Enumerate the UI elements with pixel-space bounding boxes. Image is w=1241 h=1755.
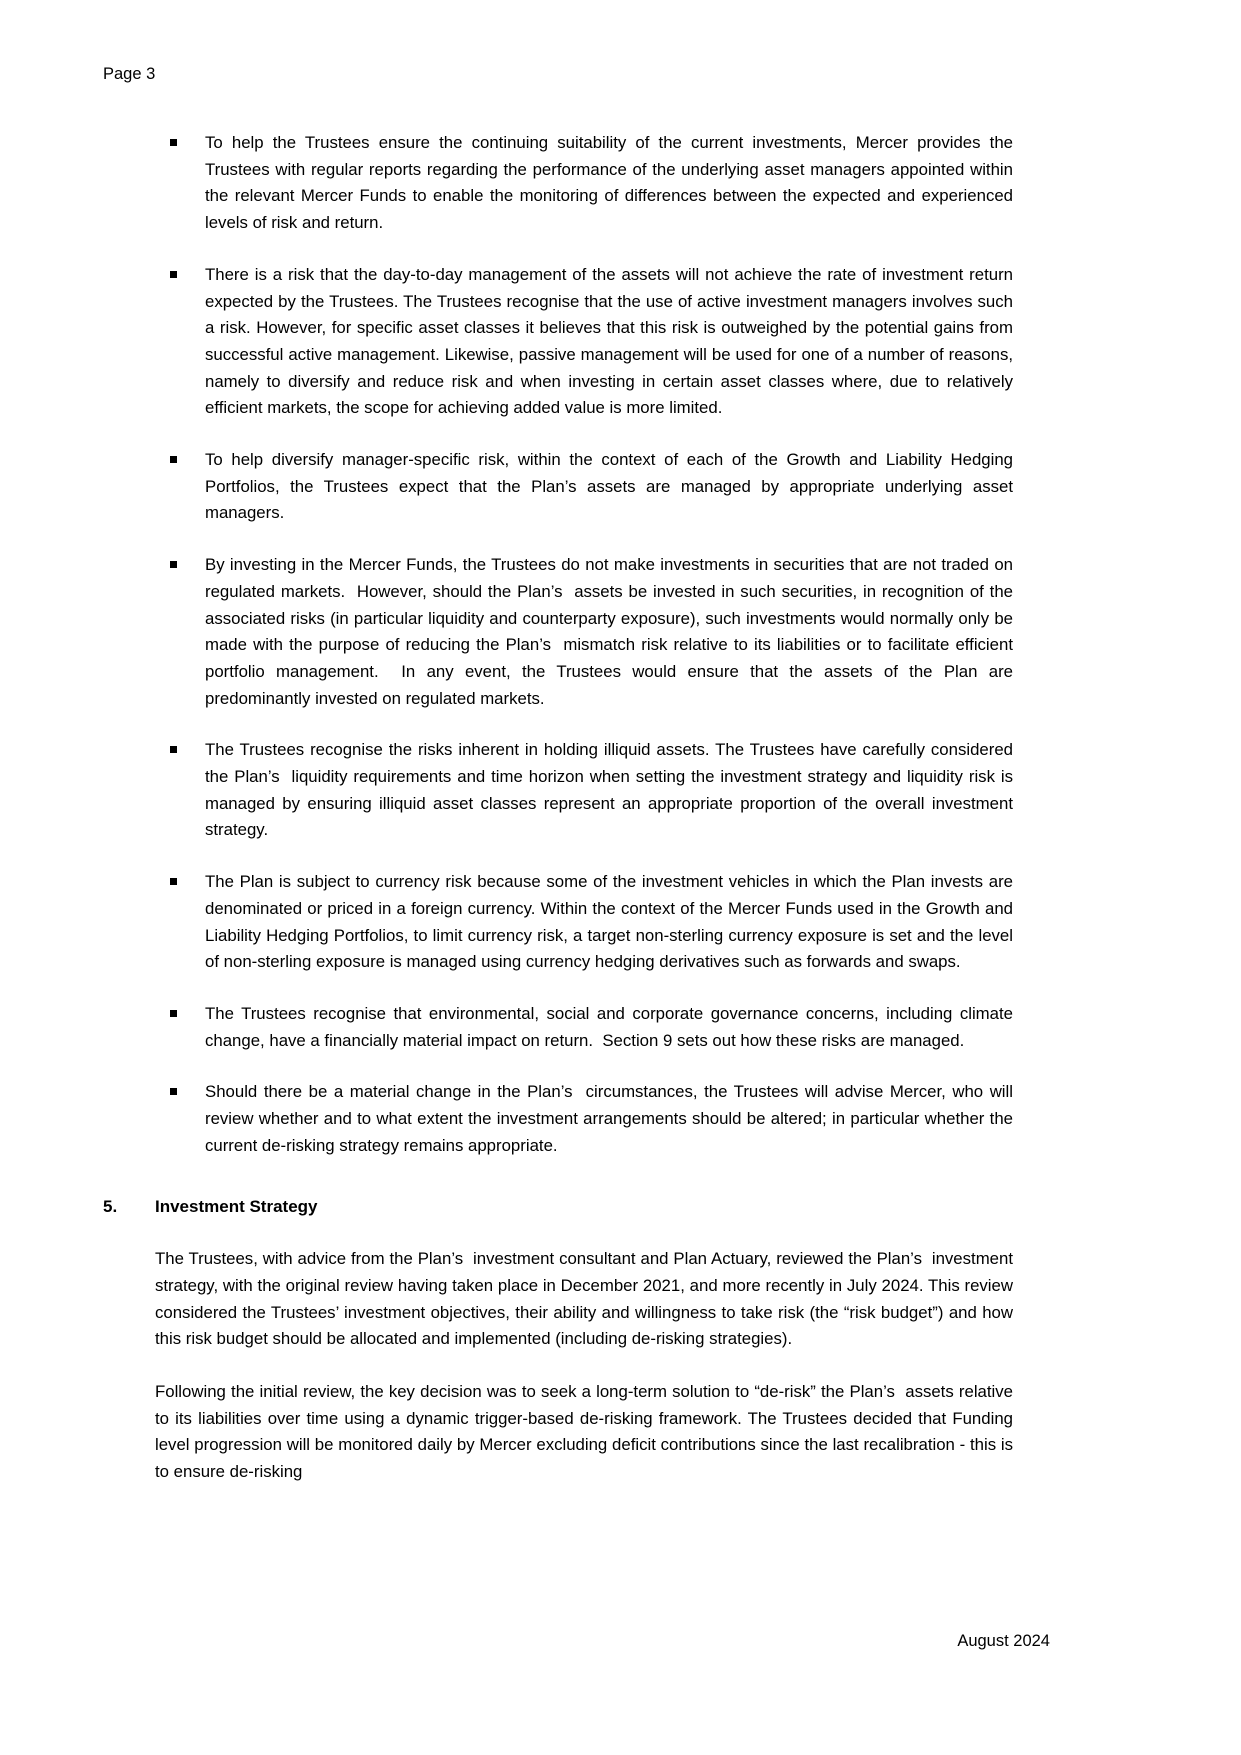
bullet-text: The Trustees recognise that environmental, social and corporate governance concerns, including climate change, have a financially material impact on return. Section 9 sets out how these risks are managed. xyxy=(205,1003,1018,1050)
section-title: Investment Strategy xyxy=(155,1196,318,1216)
document-body xyxy=(103,130,1018,1512)
bullet-item xyxy=(170,1001,1018,1054)
bullet-marker-icon xyxy=(170,552,205,568)
bullet-marker-icon xyxy=(170,869,205,885)
footer-date: August 2024 xyxy=(957,1632,1050,1650)
bullet-text: Should there be a material change in the Plan’s circumstances, the Trustees will advise Mercer, who will review whether and to what extent the investment arrangements should be altered; in particular whether the current de-risking strategy remains appropriate. xyxy=(205,1082,1018,1155)
bullet-item xyxy=(170,262,1018,422)
paragraph: The Trustees, with advice from the Plan’s investment consultant and Plan Actuary, reviewed the Plan’s investment strategy, with the original review having taken place in December 2021, and more recently in July 2024. This review considered the Trustees’ investment objectives, their ability and willingness to take risk (the “risk budget”) and how this risk budget should be allocated and implemented (including de-risking strategies). xyxy=(155,1249,1018,1349)
bullet-marker-icon xyxy=(170,130,205,146)
bullet-text: To help the Trustees ensure the continuing suitability of the current investments, Mercer provides the Trustees with regular reports regarding the performance of the underlying asset managers appointed within the relevant Mercer Funds to enable the monitoring of differences between the expected and experienced levels of risk and return. xyxy=(205,133,1018,233)
bullet-item xyxy=(170,737,1018,844)
bullet-marker-icon xyxy=(170,737,205,753)
bullet-marker-icon xyxy=(170,262,205,278)
bullet-text: The Plan is subject to currency risk because some of the investment vehicles in which the Plan invests are denominated or priced in a foreign currency. Within the context of the Mercer Funds used in the Growth and Liability Hedging Portfolios, to limit currency risk, a target non-sterling currency exposure is set and the level of non-sterling exposure is managed using currency hedging derivatives such as forwards and swaps. xyxy=(205,872,1018,972)
page-number-label: Page 3 xyxy=(103,65,156,83)
bullet-item xyxy=(170,130,1018,237)
bullet-marker-icon xyxy=(170,1079,205,1095)
bullet-text: To help diversify manager-specific risk, within the context of each of the Growth and Liability Hedging Portfolios, the Trustees expect that the Plan’s assets are managed by appropriate underlying asset managers. xyxy=(205,450,1018,523)
bullet-marker-icon xyxy=(170,447,205,463)
section-number: 5. xyxy=(103,1196,118,1216)
section-heading xyxy=(103,1194,1013,1221)
bullet-item xyxy=(170,869,1018,976)
bullet-item xyxy=(170,552,1018,712)
paragraph: Following the initial review, the key decision was to seek a long-term solution to “de-risk” the Plan’s assets relative to its liabilities over time using a dynamic trigger-based de-risking framework. The Trustees decided that Funding level progression will be monitored daily by Mercer excluding deficit contributions since the last recalibration - this is to ensure de-risking xyxy=(155,1382,1018,1482)
bullet-item xyxy=(170,1079,1018,1159)
bullet-list xyxy=(170,130,1018,1160)
bullet-item xyxy=(170,447,1018,527)
bullet-marker-icon xyxy=(170,1001,205,1017)
bullet-text: By investing in the Mercer Funds, the Trustees do not make investments in securities that are not traded on regulated markets. However, should the Plan’s assets be invested in such securities, in recognition of the associated risks (in particular liquidity and counterparty exposure), such investments would normally only be made with the purpose of reducing the Plan’s mismatch risk relative to its liabilities or to facilitate efficient portfolio management. In any event, the Trustees would ensure that the assets of the Plan are predominantly invested on regulated markets. xyxy=(205,555,1018,708)
bullet-text: There is a risk that the day-to-day management of the assets will not achieve the rate of investment return expected by the Trustees. The Trustees recognise that the use of active investment managers involves such a risk. However, for specific asset classes it believes that this risk is outweighed by the potential gains from successful active management. Likewise, passive management will be used for one of a number of reasons, namely to diversify and reduce risk and when investing in certain asset classes where, due to relatively efficient markets, the scope for achieving added value is more limited. xyxy=(205,264,1018,418)
bullet-text: The Trustees recognise the risks inherent in holding illiquid assets. The Trustees have carefully considered the Plan’s liquidity requirements and time horizon when setting the investment strategy and liquidity risk is managed by ensuring illiquid asset classes represent an appropriate proportion of the overall investment strategy. xyxy=(205,740,1018,840)
